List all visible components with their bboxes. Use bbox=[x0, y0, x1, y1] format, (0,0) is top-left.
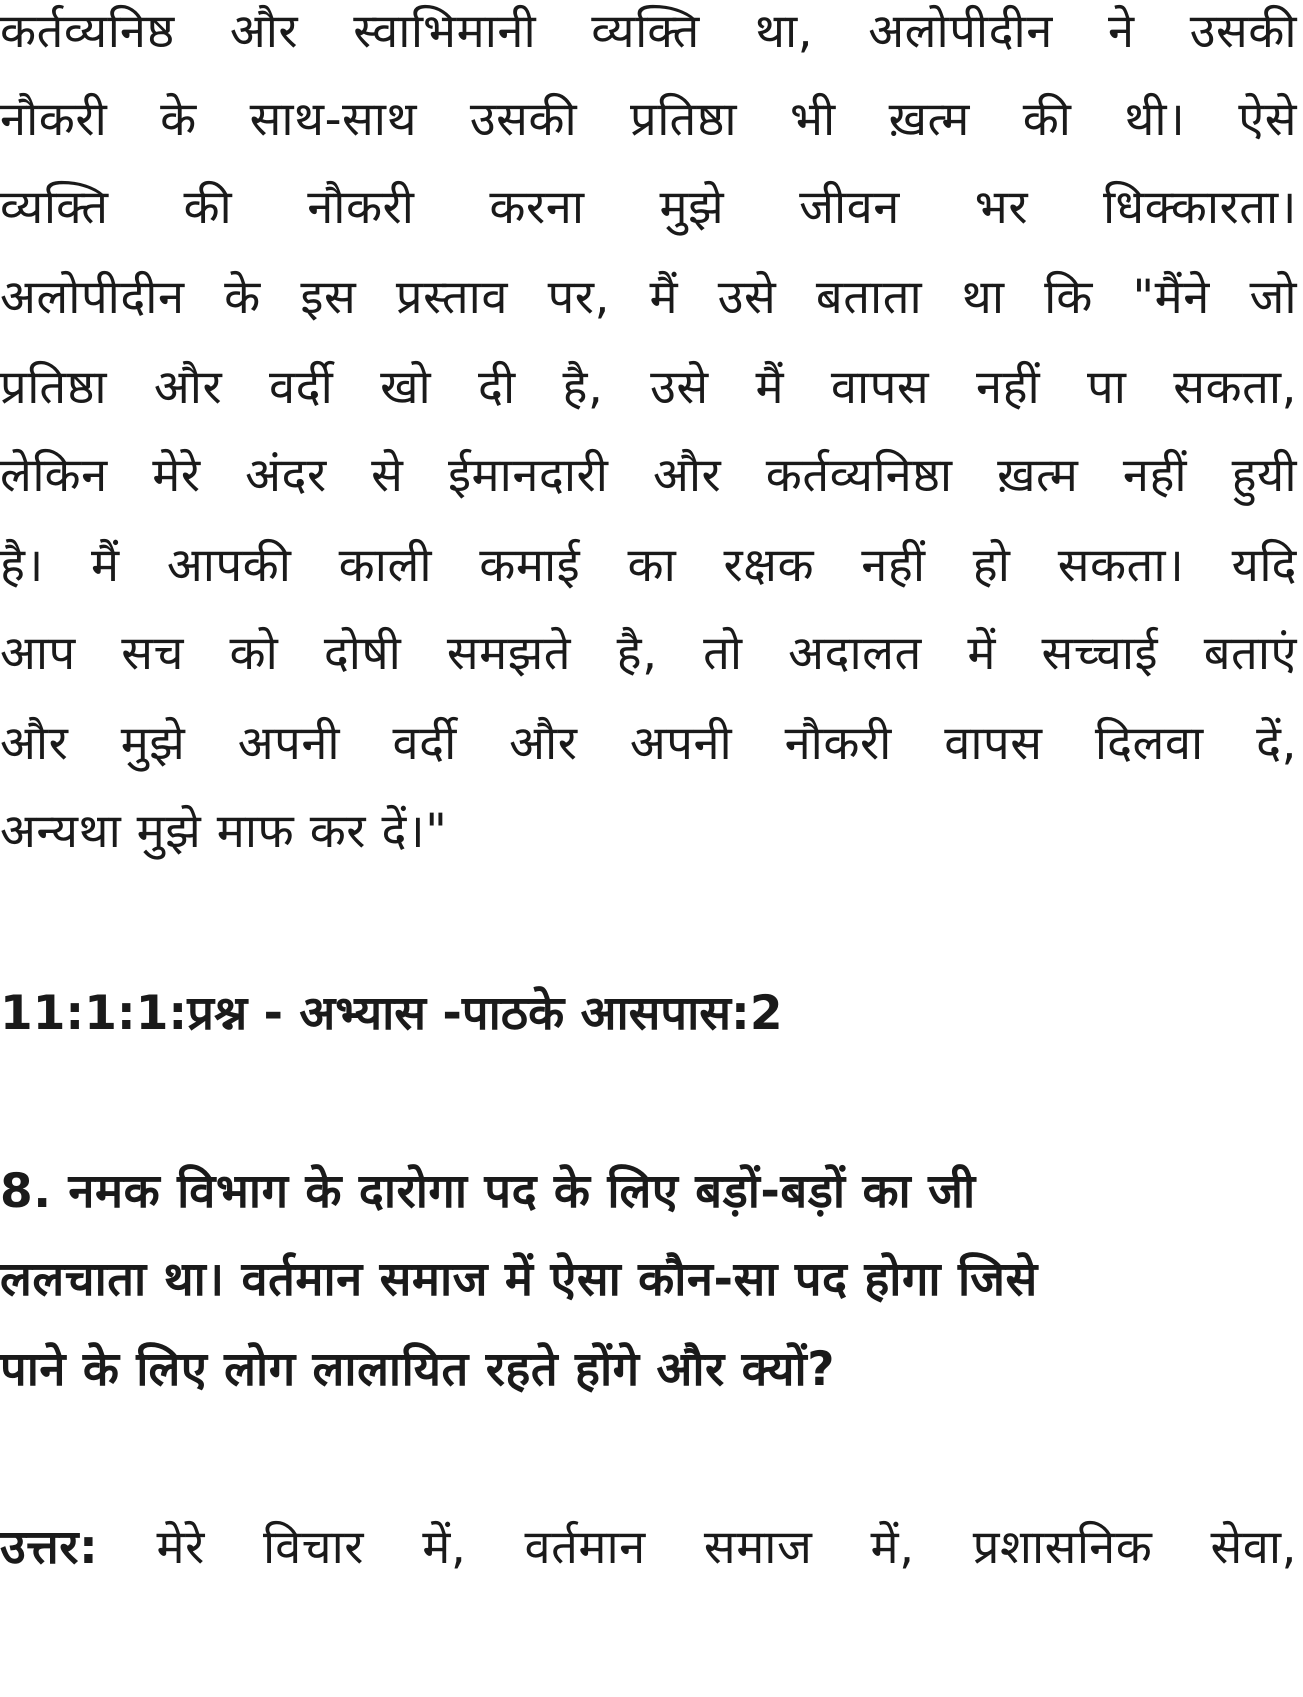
passage-line-10: अन्यथा मुझे माफ कर दें।" bbox=[0, 804, 448, 859]
passage-line-8: आप सच को दोषी समझते है, तो अदालत में सच्चाई बताएं bbox=[0, 626, 1297, 681]
passage-line-9: और मुझे अपनी वर्दी और अपनी नौकरी वापस दिलवा दें, bbox=[0, 716, 1297, 771]
answer-text: मेरे विचार में, वर्तमान समाज में, प्रशासनिक सेवा, bbox=[98, 1520, 1297, 1575]
passage-line-1: कर्तव्यनिष्ठ और स्वाभिमानी व्यक्ति था, अलोपीदीन ने उसकी bbox=[0, 4, 1297, 59]
passage-line-6: लेकिन मेरे अंदर से ईमानदारी और कर्तव्यनिष्ठा ख़त्म नहीं हुयी bbox=[0, 448, 1297, 503]
answer-label: उत्तर: bbox=[0, 1520, 99, 1575]
question-line-2: ललचाता था। वर्तमान समाज में ऐसा कौन-सा पद होगा जिसे bbox=[0, 1252, 1038, 1307]
passage-line-3: व्यक्ति की नौकरी करना मुझे जीवन भर धिक्कारता। bbox=[0, 180, 1297, 235]
section-heading: 11:1:1:प्रश्न - अभ्यास -पाठके आसपास:2 bbox=[0, 986, 783, 1041]
passage-line-4: अलोपीदीन के इस प्रस्ताव पर, मैं उसे बताता था कि "मैंने जो bbox=[0, 270, 1297, 325]
passage-line-7: है। मैं आपकी काली कमाई का रक्षक नहीं हो सकता। यदि bbox=[0, 538, 1297, 593]
question-line-3: पाने के लिए लोग लालायित रहते होंगे और क्यों? bbox=[0, 1342, 835, 1397]
answer-line bbox=[0, 1518, 1297, 1578]
passage-line-2: नौकरी के साथ-साथ उसकी प्रतिष्ठा भी ख़त्म की थी। ऐसे bbox=[0, 92, 1297, 147]
passage-line-5: प्रतिष्ठा और वर्दी खो दी है, उसे मैं वापस नहीं पा सकता, bbox=[0, 360, 1297, 415]
question-line-1: 8. नमक विभाग के दारोगा पद के लिए बड़ों-बड़ों का जी bbox=[0, 1164, 976, 1219]
